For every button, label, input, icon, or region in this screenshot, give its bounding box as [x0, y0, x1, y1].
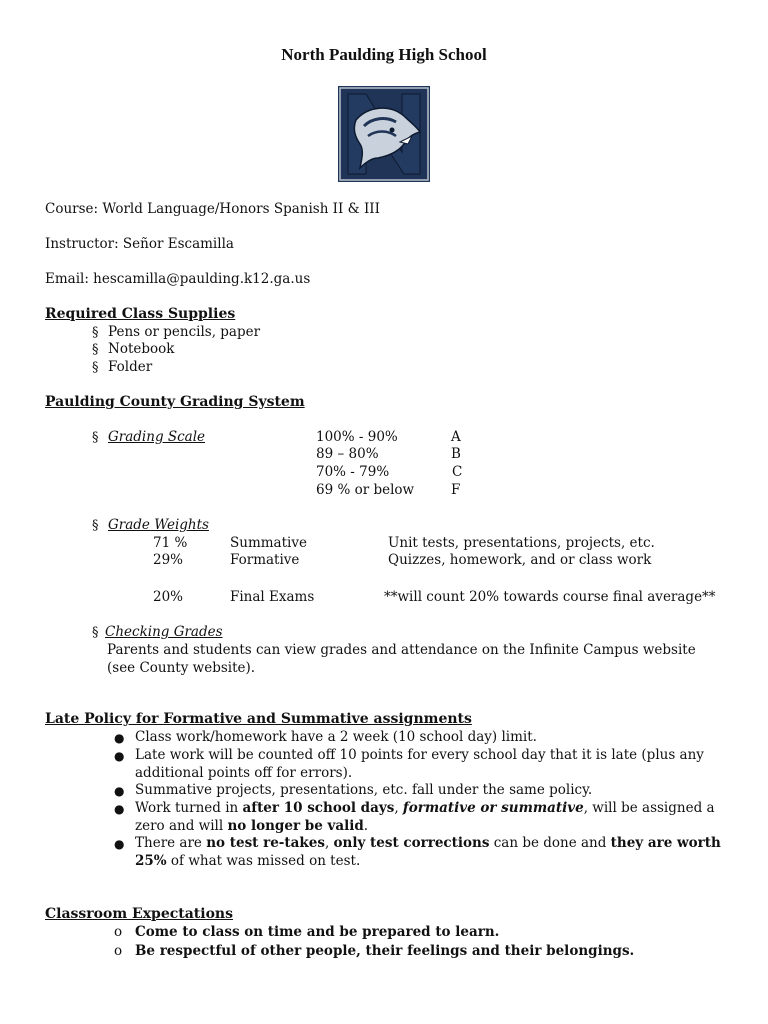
bullet-dot-icon: ●	[114, 802, 125, 816]
scale-grade: A	[451, 429, 461, 445]
weight-desc: Unit tests, presentations, projects, etc.	[388, 535, 655, 551]
weight-name: Final Exams	[230, 589, 315, 605]
document-title: North Paulding High School	[281, 45, 487, 64]
grade-weights-label: § Grade Weights	[92, 517, 209, 533]
bullet-dot-icon: ●	[114, 731, 125, 745]
email-line: Email: hescamilla@paulding.k12.ga.us	[45, 271, 311, 287]
weight-pct: 20%	[153, 589, 184, 605]
supplies-heading: Required Class Supplies	[45, 306, 236, 322]
scale-range: 69 % or below	[316, 482, 415, 498]
late-policy-item: Class work/homework have a 2 week (10 school day) limit.	[135, 729, 537, 745]
instructor-line: Instructor: Señor Escamilla	[45, 236, 234, 252]
section-bullet-icon: §	[92, 518, 99, 533]
weight-name: Formative	[230, 552, 300, 568]
weight-pct: 71 %	[153, 535, 188, 551]
supply-item: § Notebook	[92, 341, 175, 357]
bullet-dot-icon: ●	[114, 784, 125, 798]
late-policy-heading: Late Policy for Formative and Summative assignments	[45, 711, 472, 727]
checking-grades-label: § Checking Grades	[92, 624, 223, 640]
grading-heading: Paulding County Grading System	[45, 394, 305, 410]
checking-grades-text: Parents and students can view grades and attendance on the Infinite Campus website (see County website).	[107, 642, 696, 676]
weight-pct: 29%	[153, 552, 184, 568]
scale-grade: C	[452, 464, 463, 480]
grading-scale-label: § Grading Scale	[92, 429, 206, 445]
weight-desc: Quizzes, homework, and or class work	[388, 552, 652, 568]
supply-item: § Pens or pencils, paper	[92, 324, 261, 340]
scale-range: 100% - 90%	[316, 429, 398, 445]
scale-range: 70% - 79%	[316, 464, 390, 480]
school-logo	[338, 86, 430, 182]
late-policy-item: There are no test re-takes, only test corrections can be done and they are worth 25% of what was missed on test.	[135, 835, 721, 869]
expectations-heading: Classroom Expectations	[45, 906, 233, 922]
bullet-dot-icon: ●	[114, 749, 125, 763]
section-bullet-icon: §	[92, 325, 99, 340]
late-policy-item: Summative projects, presentations, etc. fall under the same policy.	[135, 782, 593, 798]
bullet-dot-icon: ●	[114, 837, 125, 851]
circle-bullet-icon: o	[114, 943, 123, 959]
scale-grade: F	[451, 482, 461, 498]
circle-bullet-icon: o	[114, 924, 123, 940]
section-bullet-icon: §	[92, 360, 99, 375]
scale-range: 89 – 80%	[316, 446, 379, 462]
late-policy-item: Late work will be counted off 10 points for every school day that it is late (plus any additional points off for errors).	[135, 747, 704, 781]
expectation-item: Be respectful of other people, their feelings and their belongings.	[135, 943, 635, 959]
expectation-item: Come to class on time and be prepared to learn.	[135, 924, 500, 940]
section-bullet-icon: §	[92, 625, 99, 640]
course-line: Course: World Language/Honors Spanish II & III	[45, 201, 380, 217]
weight-name: Summative	[230, 535, 307, 551]
supply-item: § Folder	[92, 359, 153, 375]
section-bullet-icon: §	[92, 342, 99, 357]
weight-desc: **will count 20% towards course final average**	[384, 589, 716, 605]
section-bullet-icon: §	[92, 430, 99, 445]
late-policy-item: Work turned in after 10 school days, formative or summative, will be assigned a zero and will no longer be valid.	[135, 800, 715, 834]
scale-grade: B	[451, 446, 461, 462]
